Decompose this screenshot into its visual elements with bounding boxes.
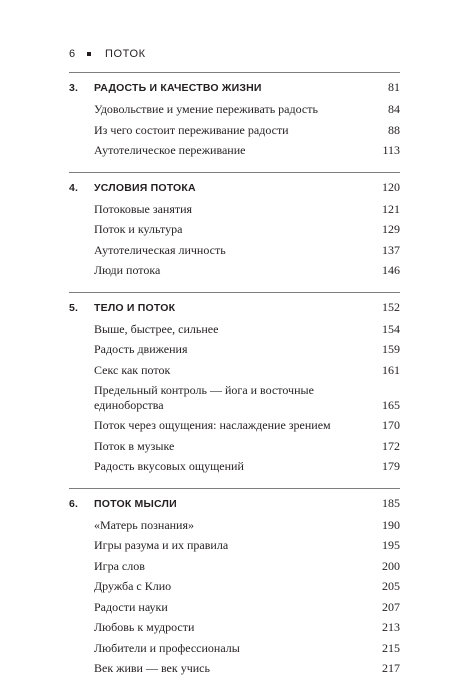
toc-entry[interactable] [69, 243, 400, 258]
entry-page: 161 [382, 362, 400, 377]
toc-entry[interactable] [69, 263, 400, 278]
running-header [69, 48, 146, 60]
chapter-page: 185 [382, 495, 400, 510]
entry-page: 190 [382, 517, 400, 532]
toc-entry[interactable] [69, 579, 400, 594]
chapter-number: 3. [69, 82, 79, 94]
toc-entry[interactable] [69, 439, 400, 454]
entry-title: Радость движения [94, 342, 188, 356]
entry-page: 154 [382, 321, 400, 336]
bullet-icon [87, 52, 91, 56]
toc-entry[interactable] [69, 518, 400, 533]
entry-page: 205 [382, 579, 400, 593]
toc-chapter [69, 292, 400, 488]
toc-entry[interactable] [69, 102, 400, 117]
entry-page: 172 [382, 438, 400, 453]
toc-entry[interactable] [69, 363, 400, 378]
chapter-heading-row[interactable] [69, 180, 400, 198]
toc-entry[interactable] [69, 661, 400, 676]
toc-entry[interactable] [69, 123, 400, 138]
chapter-title: ПОТОК МЫСЛИ [94, 497, 177, 510]
entry-title: Любители и профессионалы [94, 640, 240, 655]
entry-page: 207 [382, 599, 400, 614]
toc-entry[interactable] [69, 418, 400, 433]
entry-title: «Матерь познания» [94, 517, 195, 532]
chapter-number: 6. [69, 497, 79, 510]
entry-title: Радости науки [94, 599, 168, 614]
chapter-title: РАДОСТЬ И КАЧЕСТВО ЖИЗНИ [94, 82, 262, 94]
entry-title: Люди потока [94, 263, 161, 277]
entry-title: Потоковые занятия [94, 201, 193, 216]
chapter-title: ТЕЛО И ПОТОК [94, 301, 176, 314]
entry-page: 146 [382, 263, 400, 277]
entry-title: Игры разума и их правила [94, 538, 229, 552]
toc-entry[interactable] [69, 459, 400, 474]
toc-entry[interactable] [69, 322, 400, 337]
running-title: ПОТОК [105, 48, 146, 60]
toc-entry[interactable] [69, 641, 400, 656]
toc-entry[interactable] [69, 222, 400, 237]
entry-title: Поток в музыке [94, 438, 175, 453]
chapter-title-group [69, 302, 175, 314]
entry-title: Аутотелическая личность [94, 242, 226, 257]
entry-page: 217 [382, 661, 400, 675]
chapter-title-group [69, 82, 262, 94]
entry-page: 88 [388, 122, 400, 137]
chapter-title: УСЛОВИЯ ПОТОКА [94, 181, 196, 194]
chapter-number: 5. [69, 301, 79, 314]
entry-page: 121 [382, 201, 400, 216]
entry-title: Из чего состоит переживание радости [94, 122, 289, 137]
entry-title: Аутотелическое переживание [94, 143, 246, 157]
entry-page: 84 [388, 102, 400, 116]
entry-title: Секс как поток [94, 362, 171, 377]
entry-title: Игра слов [94, 558, 145, 573]
chapter-page: 152 [382, 299, 400, 314]
chapter-number: 4. [69, 181, 79, 194]
toc-entry[interactable] [69, 342, 400, 357]
chapter-heading-row[interactable] [69, 300, 400, 318]
toc-entry[interactable] [69, 383, 400, 412]
entry-title: Удовольствие и умение переживать радость [94, 102, 318, 116]
toc-entry[interactable] [69, 600, 400, 615]
entry-page: 179 [382, 459, 400, 473]
entry-title: Предельный контроль — йога и восточные единоборства [94, 383, 314, 412]
entry-page: 215 [382, 640, 400, 655]
entry-page: 113 [382, 143, 400, 157]
entry-title: Любовь к мудрости [94, 620, 195, 634]
entry-page: 165 [382, 397, 400, 412]
chapter-title-group [69, 182, 196, 194]
entry-page: 200 [382, 558, 400, 573]
page-number: 6 [69, 48, 76, 60]
entry-title: Радость вкусовых ощущений [94, 459, 244, 473]
entry-page: 129 [382, 222, 400, 236]
chapter-page: 120 [382, 179, 400, 194]
entry-title: Поток и культура [94, 222, 183, 236]
toc-entry[interactable] [69, 620, 400, 635]
entry-title: Дружба с Клио [94, 579, 172, 593]
toc-entry[interactable] [69, 559, 400, 574]
chapter-heading-row[interactable] [69, 496, 400, 514]
chapter-page: 81 [388, 80, 400, 94]
entry-page: 159 [382, 342, 400, 356]
entry-title: Выше, быстрее, сильнее [94, 321, 219, 336]
entry-title: Поток через ощущения: наслаждение зрением [94, 418, 331, 432]
chapter-title-group [69, 498, 177, 510]
entry-title: Век живи — век учись [94, 661, 210, 675]
toc-chapter [69, 488, 400, 690]
table-of-contents [69, 72, 400, 690]
toc-entry[interactable] [69, 538, 400, 553]
chapter-heading-row[interactable] [69, 80, 400, 98]
toc-entry[interactable] [69, 202, 400, 217]
entry-page: 170 [382, 418, 400, 432]
toc-entry[interactable] [69, 143, 400, 158]
toc-chapter [69, 72, 400, 172]
entry-page: 213 [382, 620, 400, 634]
entry-page: 195 [382, 538, 400, 552]
toc-chapter [69, 172, 400, 292]
entry-page: 137 [382, 242, 400, 257]
